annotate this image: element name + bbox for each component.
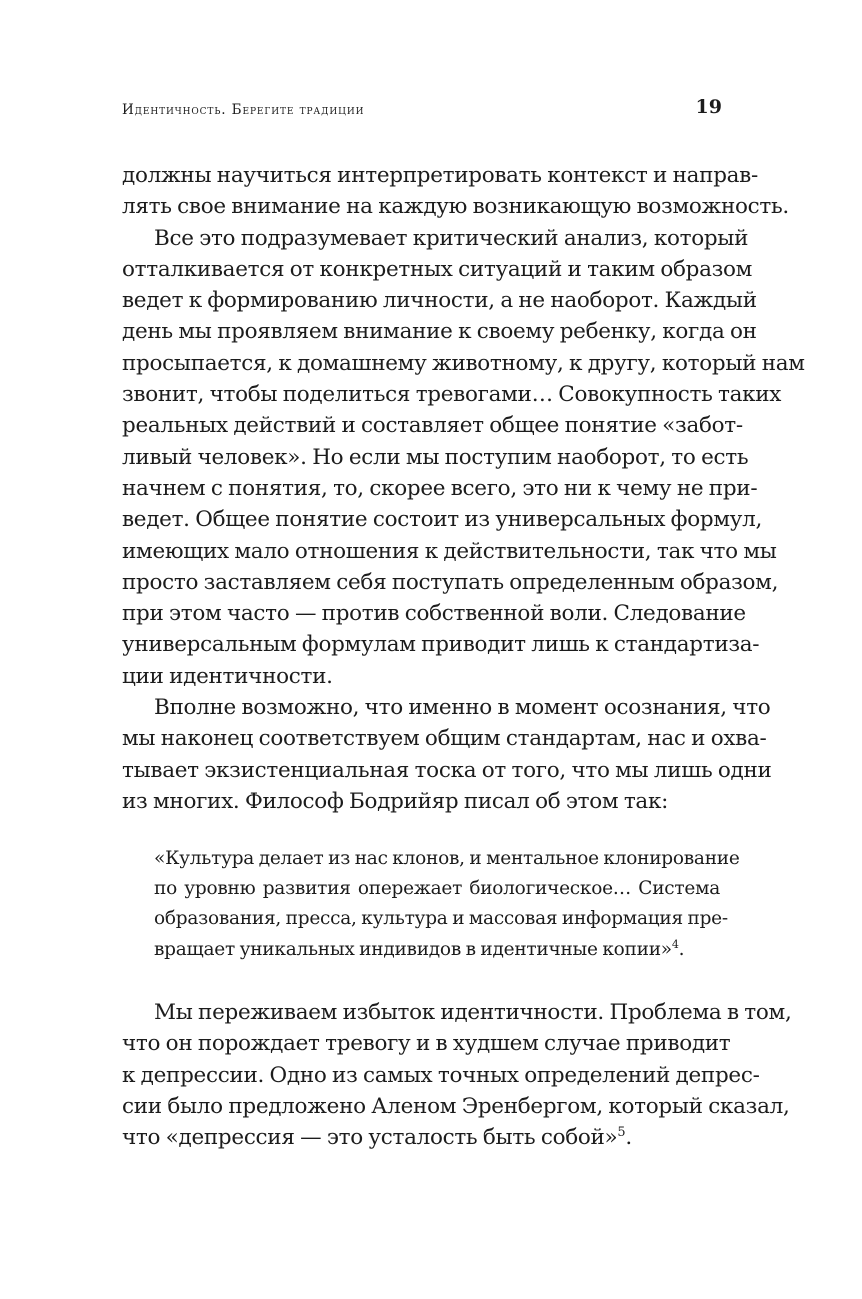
quote-line: по уровню развития опережает биологическое… Система [154, 878, 720, 900]
text-line: к депрессии. Одно из самых точных определений депрес- [122, 1062, 760, 1088]
quote-text: вращает уникальных индивидов в идентичные копии» [154, 938, 672, 960]
text-line: имеющих мало отношения к действительности, так что мы [122, 538, 777, 564]
paragraph-3 [122, 692, 772, 817]
quote-line-last [154, 935, 720, 965]
text-line: Вполне возможно, что именно в момент осознания, что [154, 695, 771, 720]
text-line: Мы переживаем избыток идентичности. Проблема в том, [154, 1000, 792, 1025]
text-line: универсальным формулам приводит лишь к стандартиза- [122, 632, 760, 658]
text-line: ведет к формированию личности, а не наоборот. Каждый [122, 288, 757, 314]
text-line: Все это подразумевает критический анализ, который [154, 225, 749, 251]
footnote-ref[interactable]: 4 [671, 937, 679, 951]
text-line: реальных действий и составляет общее понятие «забот- [122, 413, 743, 439]
text-line: ции идентичности. [122, 663, 333, 689]
text-line: должны научиться интерпретировать контекст и направ- [122, 163, 758, 188]
text-line: сии было предложено Аленом Эренбергом, который сказал, [122, 1093, 790, 1119]
text-line: день мы проявляем внимание к своему ребенку, когда он [122, 319, 757, 345]
text-line: при этом часто — против собственной воли. Следование [122, 601, 746, 627]
text-line: лять свое внимание на каждую возникающую возможность. [122, 194, 789, 220]
text-line: ливый человек». Но если мы поступим наоборот, то есть [122, 444, 749, 470]
text-line: из многих. Философ Бодрийяр писал об этом так: [122, 788, 669, 814]
page-number: 19 [695, 96, 722, 118]
footnote-ref[interactable]: 5 [617, 1125, 626, 1141]
chapter-title: Идентичность. Берегите традиции [122, 102, 365, 118]
paragraph-end: . [625, 1125, 632, 1151]
paragraph-4 [122, 997, 792, 1153]
text-line: ведет. Общее понятие состоит из универсальных формул, [122, 507, 762, 533]
text-line: просто заставляем себя поступать определенным образом, [122, 569, 779, 595]
text-line-last [122, 1122, 720, 1153]
paragraph-2 [122, 223, 805, 692]
blockquote [154, 844, 740, 965]
text-line: звонит, чтобы поделиться тревогами… Совокупность таких [122, 382, 782, 408]
text-line: просыпается, к домашнему животному, к другу, который нам [122, 350, 805, 376]
text-line: мы наконец соответствуем общим стандартам, нас и охва- [122, 726, 767, 752]
text-line: начнем с понятия, то, скорее всего, это ни к чему не при- [122, 475, 758, 501]
running-head [122, 96, 722, 124]
paragraph-1 [122, 160, 789, 223]
text-line: что он порождает тревогу и в худшем случае приводит [122, 1031, 731, 1057]
quote-line: образования, пресса, культура и массовая информация пре- [154, 908, 728, 930]
paragraph-text: что «депрессия — это усталость быть собой» [122, 1125, 618, 1151]
quote-end: . [678, 938, 685, 960]
text-line: отталкивается от конкретных ситуаций и таким образом [122, 256, 753, 282]
quote-line: «Культура делает из нас клонов, и ментальное клонирование [154, 848, 740, 869]
text-line: тывает экзистенциальная тоска от того, что мы лишь одни [122, 757, 772, 783]
